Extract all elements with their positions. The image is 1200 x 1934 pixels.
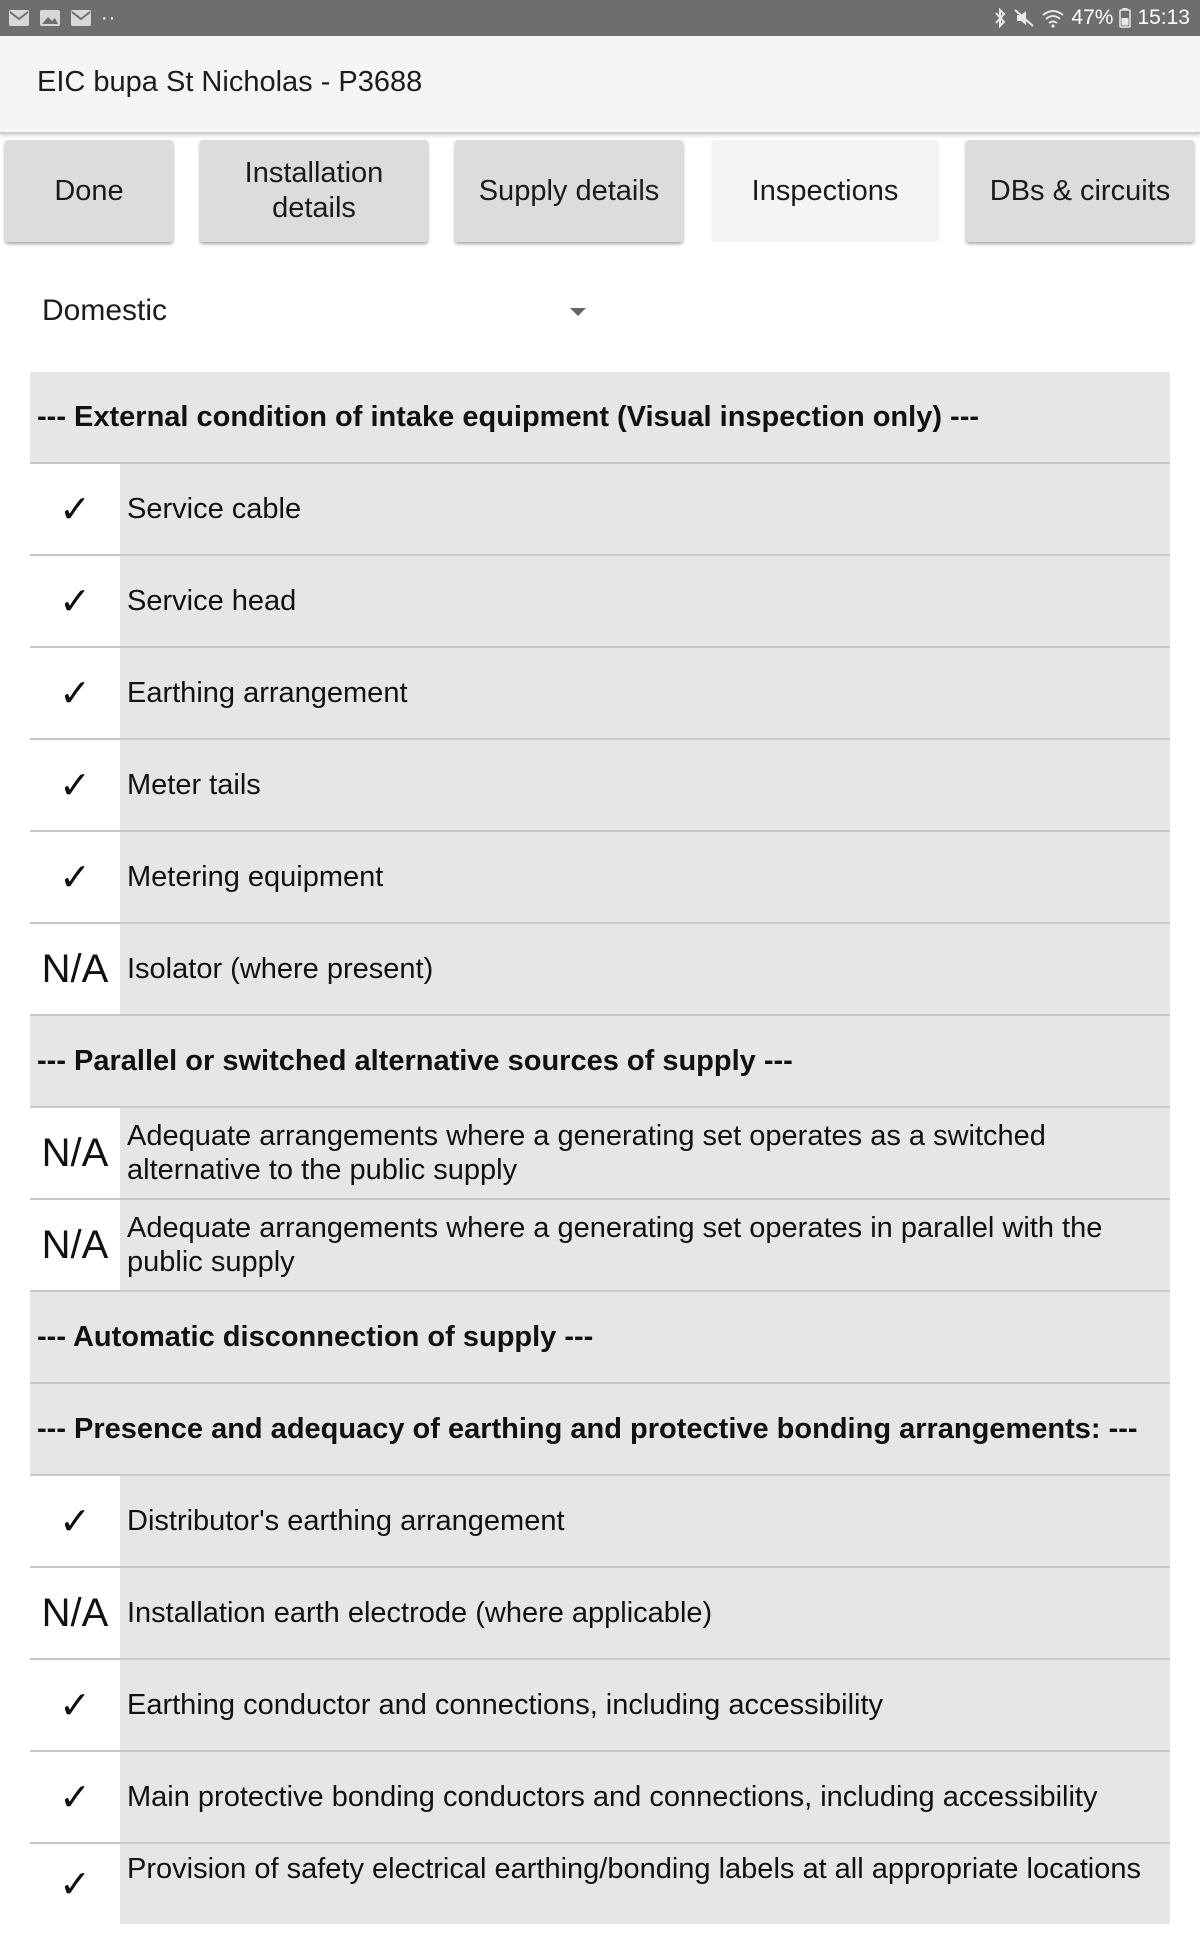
done-button[interactable]: Done (5, 140, 173, 242)
result-mark[interactable]: ✓ (30, 1752, 120, 1842)
tab-installation-details[interactable]: Installation details (200, 140, 428, 242)
email-icon (70, 9, 92, 27)
inspection-list (30, 372, 1170, 1924)
inspection-item-label: Adequate arrangements where a generating set operates as a switched alternative to the public supply (127, 1119, 1046, 1186)
inspection-item-label: Adequate arrangements where a generating set operates in parallel with the public supply (127, 1211, 1103, 1278)
inspection-item[interactable] (30, 1660, 1170, 1752)
inspection-item-label: Isolator (where present) (127, 952, 434, 985)
dropdown-arrow-icon (570, 308, 586, 316)
tab-bar (0, 140, 1200, 244)
inspection-item-label: Main protective bonding conductors and connections, including accessibility (127, 1780, 1098, 1813)
result-mark[interactable]: N/A (30, 1108, 120, 1198)
installation-type-value: Domestic (42, 294, 168, 327)
mute-icon (1013, 8, 1035, 28)
inspection-item-label: Metering equipment (127, 860, 384, 893)
result-mark[interactable]: N/A (30, 924, 120, 1014)
inspection-item[interactable] (30, 740, 1170, 832)
inspection-item-label: Meter tails (127, 768, 261, 801)
installation-type-select[interactable] (42, 288, 592, 338)
inspection-item-label: Service head (127, 584, 297, 617)
inspection-item[interactable] (30, 556, 1170, 648)
section-header (30, 1292, 1170, 1384)
status-notifications (8, 6, 116, 30)
status-bar (0, 0, 1200, 36)
bluetooth-icon (993, 8, 1007, 28)
inspection-item-label: Earthing arrangement (127, 676, 408, 709)
email-icon (8, 9, 30, 27)
result-mark[interactable]: ✓ (30, 648, 120, 738)
section-header (30, 1016, 1170, 1108)
result-mark[interactable]: N/A (30, 1568, 120, 1658)
battery-icon (1119, 8, 1131, 28)
result-mark[interactable]: N/A (30, 1200, 120, 1290)
result-mark[interactable]: ✓ (30, 1660, 120, 1750)
inspection-item-label: Provision of safety electrical earthing/bonding labels at all appropriate locations (127, 1853, 1141, 1885)
inspection-item-label: Installation earth electrode (where applicable) (127, 1596, 713, 1629)
inspection-item[interactable] (30, 1476, 1170, 1568)
section-header-text: --- Parallel or switched alternative sources of supply --- (37, 1044, 793, 1077)
status-system (993, 6, 1190, 30)
image-icon (39, 9, 61, 27)
section-header-text: --- External condition of intake equipment (Visual inspection only) --- (37, 400, 980, 433)
section-header-text: --- Presence and adequacy of earthing and protective bonding arrangements: --- (37, 1412, 1138, 1445)
battery-percent: 47% (1071, 6, 1114, 29)
result-mark[interactable]: ✓ (30, 1844, 120, 1924)
inspection-item-label: Earthing conductor and connections, including accessibility (127, 1688, 884, 1721)
section-header (30, 1384, 1170, 1476)
inspection-item[interactable] (30, 1200, 1170, 1292)
inspection-item-label: Distributor's earthing arrangement (127, 1504, 565, 1537)
inspection-item[interactable] (30, 1752, 1170, 1844)
clock: 15:13 (1137, 6, 1190, 29)
inspection-item[interactable] (30, 924, 1170, 1016)
overflow-indicator: ·· (101, 7, 117, 29)
section-header (30, 372, 1170, 464)
result-mark[interactable]: ✓ (30, 832, 120, 922)
tab-inspections[interactable]: Inspections (711, 140, 939, 242)
result-mark[interactable]: ✓ (30, 464, 120, 554)
result-mark[interactable]: ✓ (30, 1476, 120, 1566)
inspection-item[interactable] (30, 1108, 1170, 1200)
inspection-item[interactable] (30, 832, 1170, 924)
page-title: EIC bupa St Nicholas - P3688 (37, 66, 423, 98)
app-bar (0, 36, 1200, 134)
result-mark[interactable]: ✓ (30, 740, 120, 830)
inspection-item[interactable] (30, 1844, 1170, 1924)
inspection-item[interactable] (30, 1568, 1170, 1660)
section-header-text: --- Automatic disconnection of supply --- (37, 1320, 594, 1353)
tab-dbs-circuits[interactable]: DBs & circuits (966, 140, 1194, 242)
inspection-item[interactable] (30, 648, 1170, 740)
inspection-item[interactable] (30, 464, 1170, 556)
inspection-item-label: Service cable (127, 492, 302, 525)
wifi-icon (1041, 8, 1065, 28)
tab-supply-details[interactable]: Supply details (455, 140, 683, 242)
result-mark[interactable]: ✓ (30, 556, 120, 646)
